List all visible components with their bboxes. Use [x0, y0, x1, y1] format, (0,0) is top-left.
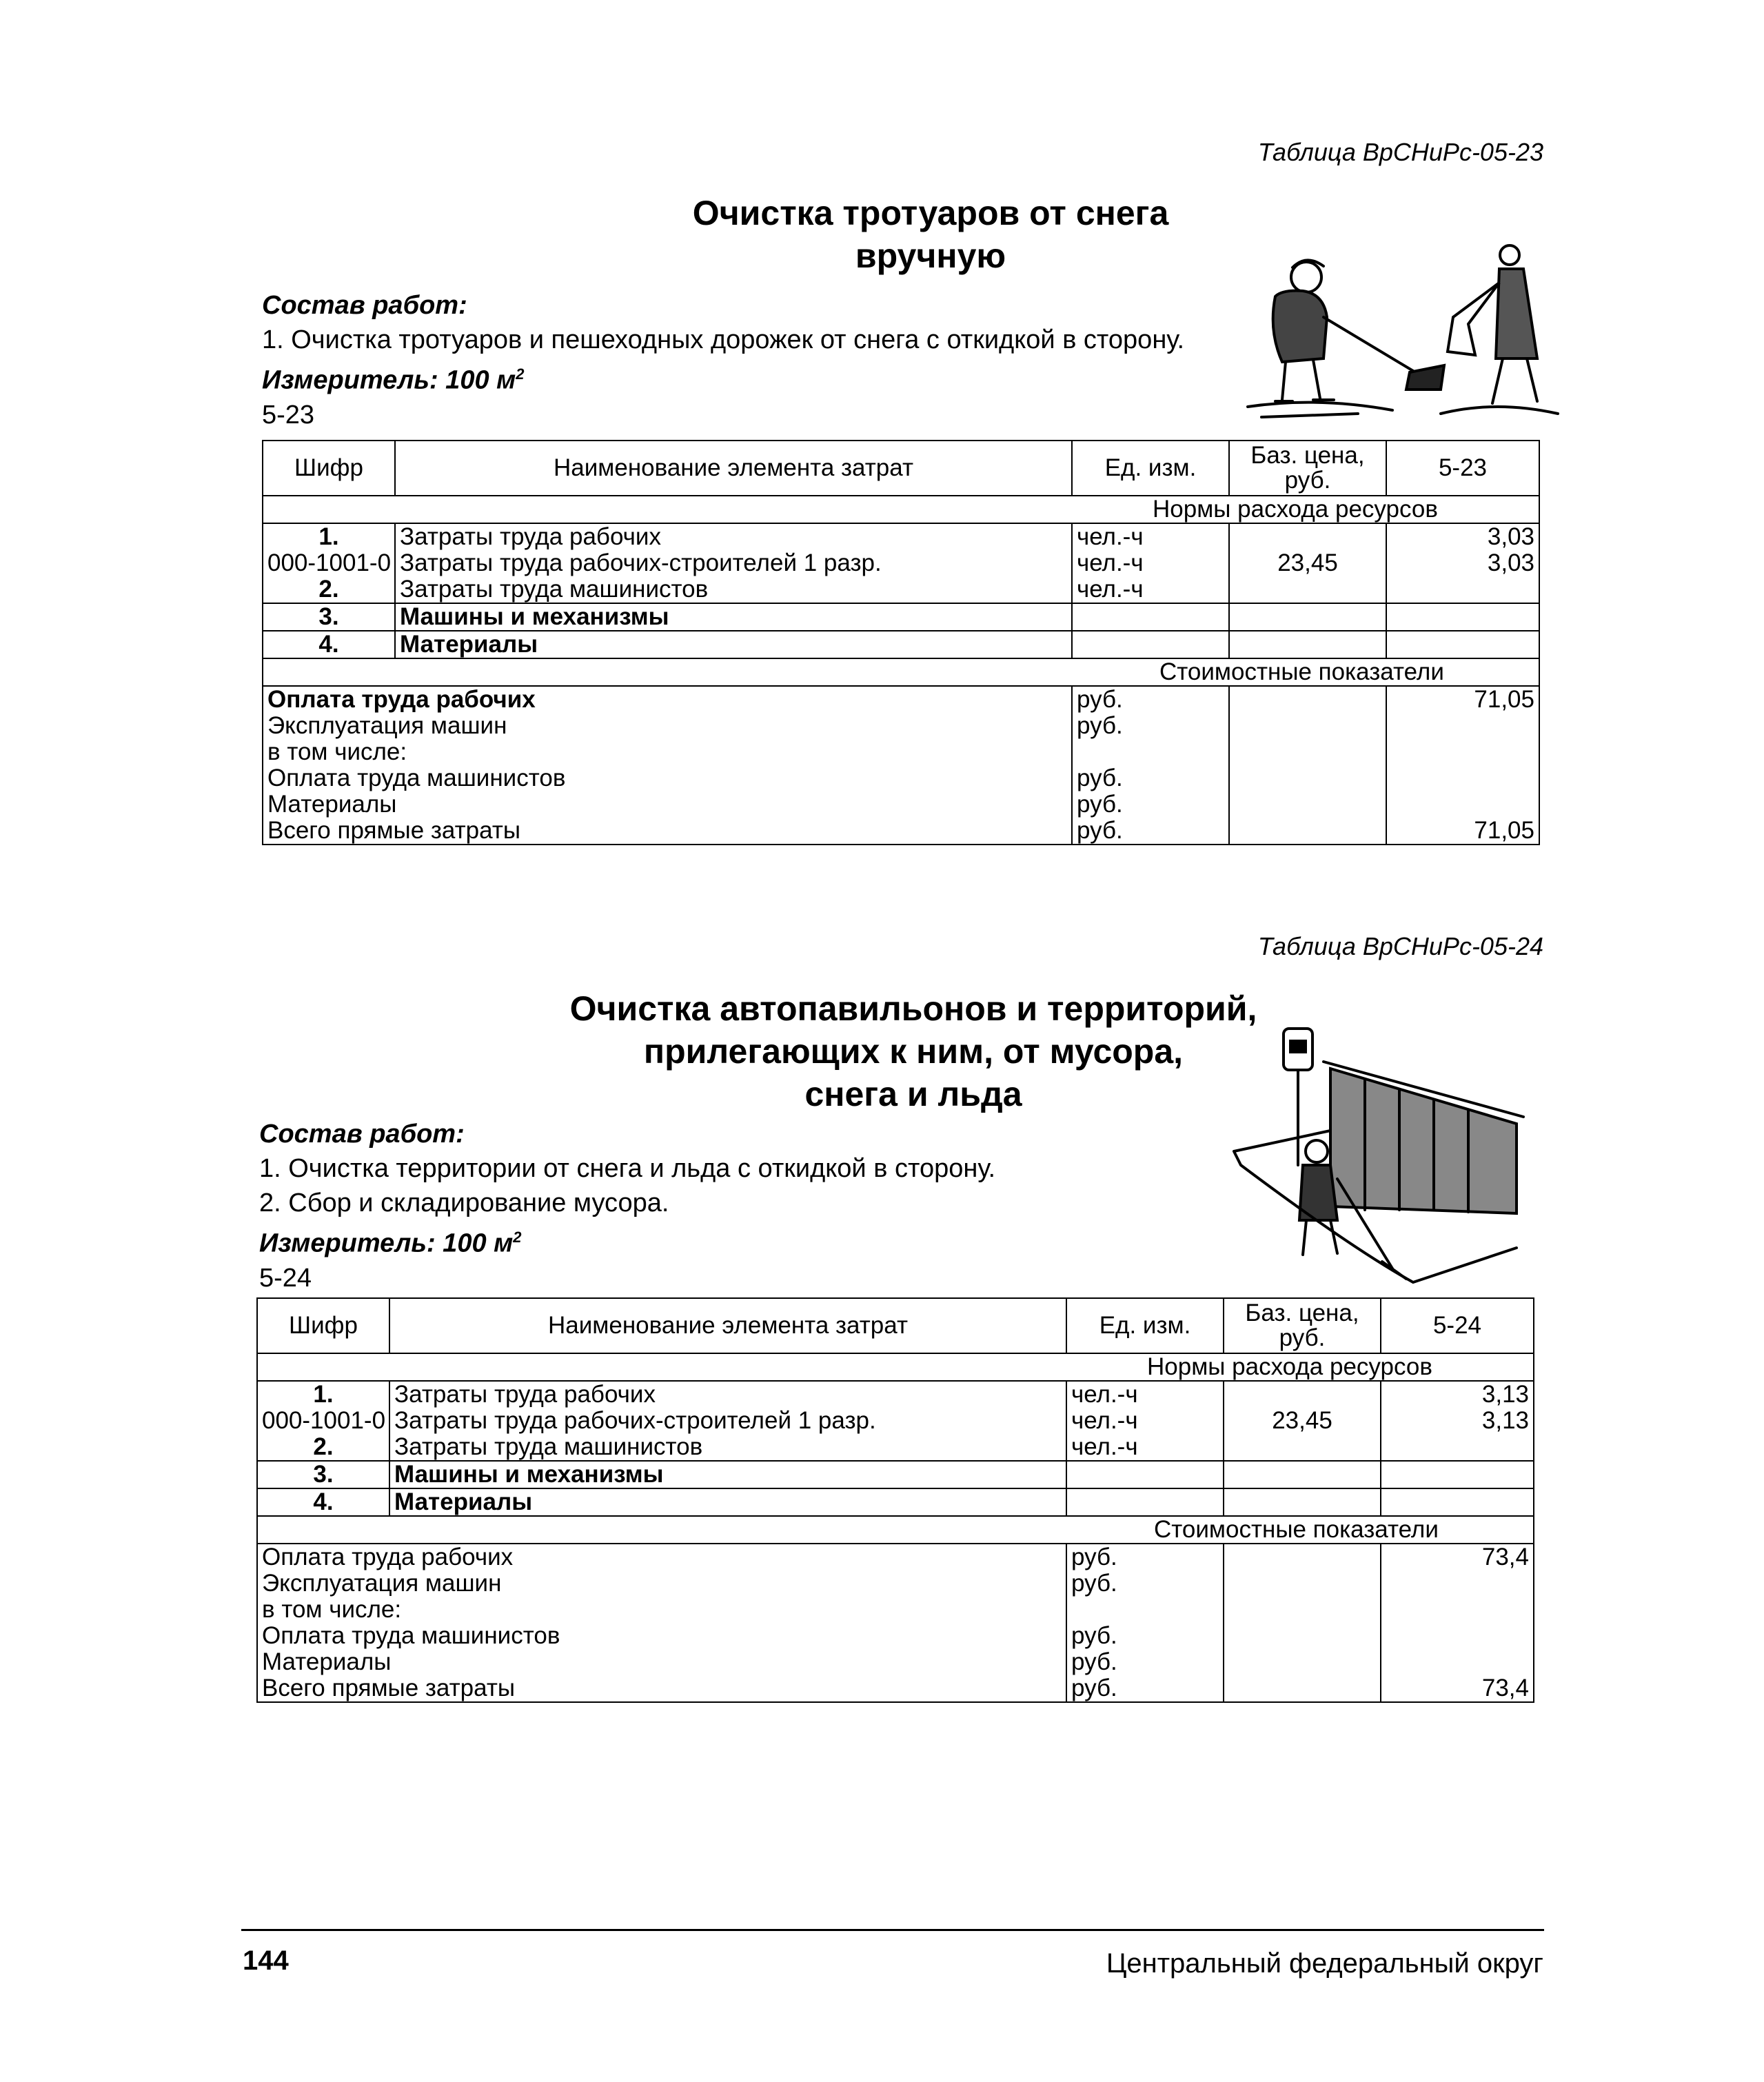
- row-value: 3,03: [1386, 523, 1539, 550]
- cost-row: [257, 1623, 1534, 1649]
- cost-value: [1381, 1623, 1534, 1649]
- table-row: [257, 1408, 1534, 1434]
- header-price: Баз. цена, руб.: [1224, 1298, 1381, 1353]
- norm-code: 5-23: [262, 400, 315, 429]
- table-row: [263, 576, 1539, 603]
- header-name: Наименование элемента затрат: [389, 1298, 1066, 1353]
- row-name: Материалы: [395, 631, 1072, 658]
- cost-value: 71,05: [1386, 818, 1539, 845]
- title-line: вручную: [855, 236, 1006, 275]
- table-row: [257, 1461, 1534, 1488]
- cost-row: [257, 1597, 1534, 1623]
- row-unit: [1072, 603, 1229, 631]
- row-value: 3,13: [1381, 1381, 1534, 1408]
- table-header-row: [263, 441, 1539, 496]
- cost-price: [1224, 1544, 1381, 1570]
- row-code: 000-1001-0: [257, 1408, 389, 1434]
- row-name: Затраты труда рабочих: [395, 523, 1072, 550]
- norms-table: [256, 1297, 1534, 1703]
- row-value: [1381, 1488, 1534, 1516]
- cost-price: [1224, 1675, 1381, 1702]
- norm-code: 5-24: [259, 1263, 312, 1293]
- cost-price: [1224, 1597, 1381, 1623]
- cost-unit: руб.: [1066, 1570, 1224, 1597]
- cost-unit: [1066, 1597, 1224, 1623]
- cost-value: [1386, 739, 1539, 765]
- works-item: 1. Очистка территории от снега и льда с откидкой в сторону.: [259, 1154, 996, 1183]
- row-unit: [1066, 1461, 1224, 1488]
- cost-unit: руб.: [1066, 1544, 1224, 1570]
- table-row: [257, 1488, 1534, 1516]
- table-caption: Таблица ВрСНиРс-05-24: [1257, 932, 1543, 960]
- cost-value: [1381, 1649, 1534, 1675]
- row-value: 3,03: [1386, 550, 1539, 576]
- cost-price: [1229, 818, 1386, 845]
- cost-unit: руб.: [1072, 713, 1229, 739]
- measure-label: [262, 357, 1184, 398]
- header-price: Баз. цена, руб.: [1229, 441, 1386, 496]
- cost-heading-row: [263, 658, 1539, 686]
- cost-value: 73,4: [1381, 1675, 1534, 1702]
- row-price: [1224, 1488, 1381, 1516]
- table-caption: Таблица ВрСНиРс-05-23: [1257, 138, 1543, 166]
- row-name: Затраты труда машинистов: [395, 576, 1072, 603]
- row-unit: [1066, 1488, 1224, 1516]
- row-price: [1229, 523, 1386, 550]
- cost-unit: руб.: [1072, 791, 1229, 818]
- table-row: [257, 1434, 1534, 1461]
- cost-row: [263, 686, 1539, 713]
- cost-name: в том числе:: [257, 1597, 1066, 1623]
- cost-price: [1229, 791, 1386, 818]
- cost-name: Материалы: [263, 791, 1072, 818]
- page-number: 144: [243, 1945, 289, 1976]
- cost-unit: руб.: [1066, 1675, 1224, 1702]
- row-unit: чел.-ч: [1072, 576, 1229, 603]
- row-name: Машины и механизмы: [389, 1461, 1066, 1488]
- norms-heading: Нормы расхода ресурсов: [263, 496, 1539, 523]
- row-price: [1224, 1381, 1381, 1408]
- row-unit: чел.-ч: [1066, 1381, 1224, 1408]
- row-code: 1.: [263, 523, 395, 550]
- cost-price: [1224, 1623, 1381, 1649]
- title-line: Очистка автопавильонов и территорий,: [569, 989, 1257, 1028]
- cost-row: [263, 739, 1539, 765]
- cost-price: [1229, 765, 1386, 791]
- row-unit: чел.-ч: [1072, 523, 1229, 550]
- row-value: [1386, 631, 1539, 658]
- works-block: [262, 288, 1184, 432]
- cost-heading-row: [257, 1516, 1534, 1544]
- row-value: [1381, 1461, 1534, 1488]
- cost-name: Оплата труда машинистов: [257, 1623, 1066, 1649]
- table-row: [263, 550, 1539, 576]
- header-unit: Ед. изм.: [1072, 441, 1229, 496]
- row-code: 2.: [257, 1434, 389, 1461]
- header-unit: Ед. изм.: [1066, 1298, 1224, 1353]
- works-item: 1. Очистка тротуаров и пешеходных дорожек от снега с откидкой в сторону.: [262, 325, 1185, 354]
- cost-value: [1386, 713, 1539, 739]
- cost-row: [263, 765, 1539, 791]
- row-unit: чел.-ч: [1072, 550, 1229, 576]
- cost-row: [257, 1544, 1534, 1570]
- cost-row: [263, 791, 1539, 818]
- row-name: Затраты труда рабочих-строителей 1 разр.: [389, 1408, 1066, 1434]
- bus-stop-cleaning-illustration: [1227, 1020, 1544, 1289]
- row-code: 000-1001-0: [263, 550, 395, 576]
- title-line: Очистка тротуаров от снега: [692, 194, 1169, 232]
- works-item: 2. Сбор и складирование мусора.: [259, 1189, 669, 1217]
- cost-value: [1386, 791, 1539, 818]
- measure-text: Измеритель: 100 м: [259, 1229, 514, 1258]
- row-code: 4.: [257, 1488, 389, 1516]
- cost-name: Оплата труда рабочих: [263, 686, 1072, 713]
- cost-price: [1229, 713, 1386, 739]
- cost-row: [257, 1570, 1534, 1597]
- cost-heading: Стоимостные показатели: [257, 1516, 1534, 1544]
- measure-sup: 2: [516, 365, 525, 383]
- measure-sup: 2: [513, 1229, 522, 1246]
- title-line: прилегающих к ним, от мусора,: [643, 1032, 1184, 1071]
- table-row: [263, 603, 1539, 631]
- works-block: [259, 1117, 995, 1295]
- row-unit: чел.-ч: [1066, 1408, 1224, 1434]
- cost-price: [1224, 1649, 1381, 1675]
- header-norm: 5-23: [1386, 441, 1539, 496]
- cost-value: [1386, 765, 1539, 791]
- table-header-row: [257, 1298, 1534, 1353]
- cost-name: Материалы: [257, 1649, 1066, 1675]
- header-code: Шифр: [257, 1298, 389, 1353]
- row-price: [1229, 631, 1386, 658]
- row-name: Затраты труда рабочих: [389, 1381, 1066, 1408]
- row-code: 3.: [263, 603, 395, 631]
- row-value: [1386, 576, 1539, 603]
- cost-name: Оплата труда машинистов: [263, 765, 1072, 791]
- row-price: [1229, 603, 1386, 631]
- row-unit: чел.-ч: [1066, 1434, 1224, 1461]
- cost-unit: руб.: [1072, 818, 1229, 845]
- norms-heading-row: [263, 496, 1539, 523]
- row-value: 3,13: [1381, 1408, 1534, 1434]
- works-label: Состав работ:: [262, 291, 467, 320]
- table-row: [257, 1381, 1534, 1408]
- cost-name: в том числе:: [263, 739, 1072, 765]
- row-code: 1.: [257, 1381, 389, 1408]
- cost-row: [263, 713, 1539, 739]
- cost-name: Всего прямые затраты: [263, 818, 1072, 845]
- measure-label: [259, 1220, 995, 1261]
- measure-text: Измеритель: 100 м: [262, 365, 516, 395]
- cost-name: Эксплуатация машин: [263, 713, 1072, 739]
- header-name: Наименование элемента затрат: [395, 441, 1072, 496]
- cost-row: [263, 818, 1539, 845]
- cost-price: [1229, 739, 1386, 765]
- cost-unit: руб.: [1072, 765, 1229, 791]
- cost-row: [257, 1649, 1534, 1675]
- row-price: [1224, 1434, 1381, 1461]
- cost-name: Эксплуатация машин: [257, 1570, 1066, 1597]
- cost-value: [1381, 1570, 1534, 1597]
- norms-table: [262, 440, 1540, 845]
- row-code: 4.: [263, 631, 395, 658]
- cost-value: 71,05: [1386, 686, 1539, 713]
- cost-unit: руб.: [1066, 1649, 1224, 1675]
- cost-value: 73,4: [1381, 1544, 1534, 1570]
- title-line: снега и льда: [804, 1075, 1022, 1113]
- cost-value: [1381, 1597, 1534, 1623]
- row-value: [1381, 1434, 1534, 1461]
- row-unit: [1072, 631, 1229, 658]
- cost-name: Всего прямые затраты: [257, 1675, 1066, 1702]
- norms-heading: Нормы расхода ресурсов: [257, 1353, 1534, 1381]
- cost-unit: [1072, 739, 1229, 765]
- footer-rule: [241, 1929, 1544, 1931]
- cost-name: Оплата труда рабочих: [257, 1544, 1066, 1570]
- table-row: [263, 523, 1539, 550]
- row-price: 23,45: [1229, 550, 1386, 576]
- row-price: [1229, 576, 1386, 603]
- row-name: Машины и механизмы: [395, 603, 1072, 631]
- cost-price: [1229, 686, 1386, 713]
- row-code: 3.: [257, 1461, 389, 1488]
- section-title: [483, 987, 1344, 1115]
- header-norm: 5-24: [1381, 1298, 1534, 1353]
- table-row: [263, 631, 1539, 658]
- section-title: [586, 192, 1275, 277]
- row-price: 23,45: [1224, 1408, 1381, 1434]
- row-price: [1224, 1461, 1381, 1488]
- cost-heading: Стоимостные показатели: [263, 658, 1539, 686]
- cost-unit: руб.: [1072, 686, 1229, 713]
- norms-heading-row: [257, 1353, 1534, 1381]
- cost-row: [257, 1675, 1534, 1702]
- row-name: Затраты труда машинистов: [389, 1434, 1066, 1461]
- snow-shoveling-illustration: [1234, 241, 1565, 421]
- works-label: Состав работ:: [259, 1120, 465, 1149]
- cost-price: [1224, 1570, 1381, 1597]
- row-name: Материалы: [389, 1488, 1066, 1516]
- row-name: Затраты труда рабочих-строителей 1 разр.: [395, 550, 1072, 576]
- footer-region: Центральный федеральный округ: [1106, 1948, 1543, 1979]
- header-code: Шифр: [263, 441, 395, 496]
- row-value: [1386, 603, 1539, 631]
- row-code: 2.: [263, 576, 395, 603]
- cost-unit: руб.: [1066, 1623, 1224, 1649]
